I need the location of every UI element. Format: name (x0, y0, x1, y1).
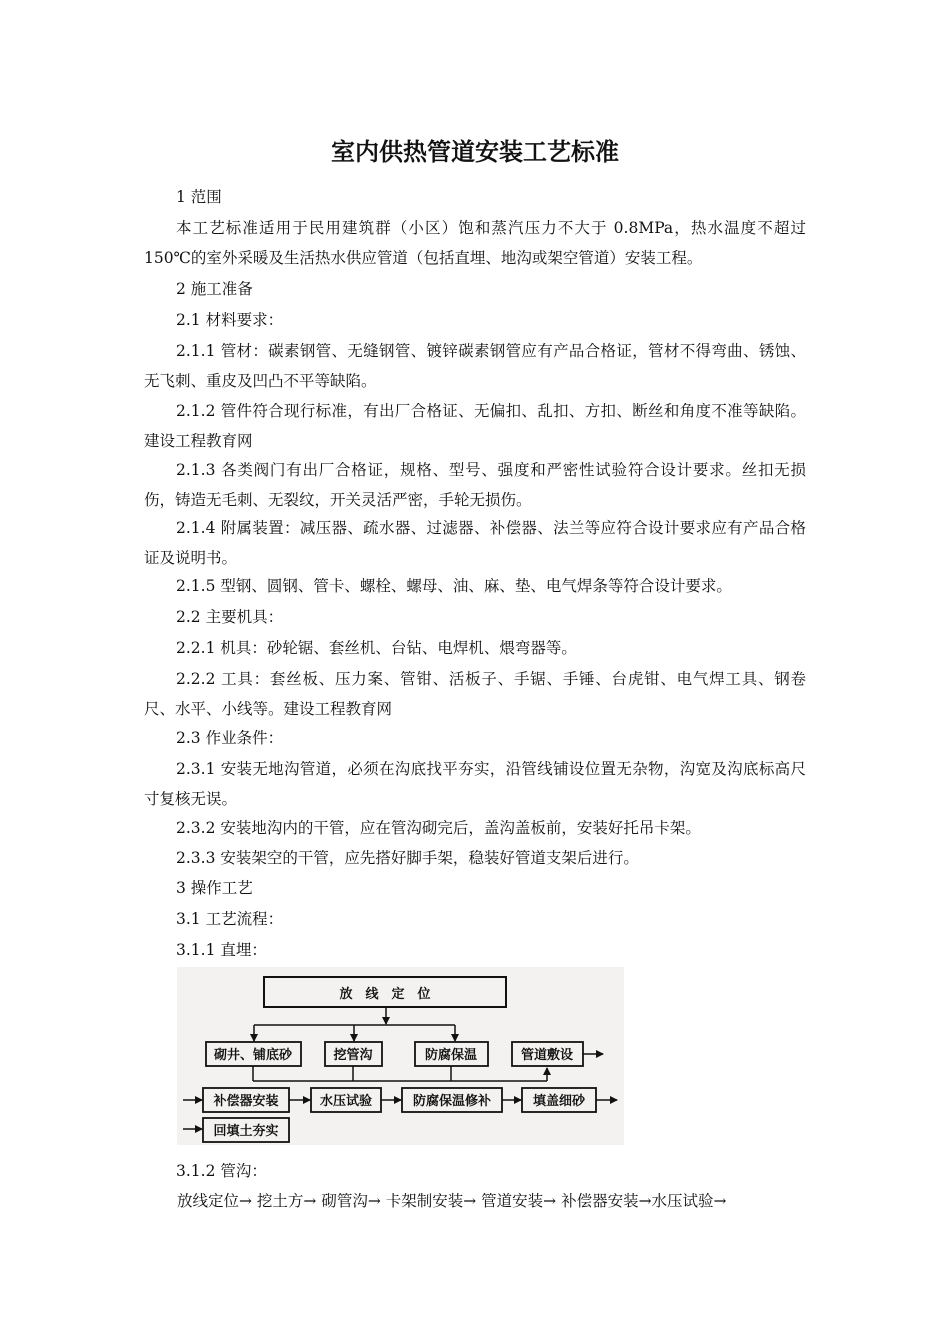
flow-box-row2-4-label: 填盖细砂 (532, 1094, 586, 1109)
paragraph-2-3-2: 2.3.2 安装地沟内的干管，应在管沟砌完后，盖沟盖板前，安装好托吊卡架。 (176, 819, 701, 837)
flow-box-top-label: 放 线 定 位 (339, 987, 431, 1002)
paragraph-2-1-2: 2.1.2 管件符合现行标准，有出厂合格证、无偏扣、乱扣、方扣、断丝和角度不准等缺陷。建设工程教育网 (144, 402, 806, 450)
heading-conditions: 2.3 作业条件： (176, 729, 284, 747)
direct-burial-flowchart (177, 967, 624, 1145)
paragraph-2-1-1: 2.1.1 管材：碳素钢管、无缝钢管、镀锌碳素钢管应有产品合格证，管材不得弯曲、锈蚀、无飞刺、重皮及凹凸不平等缺陷。 (144, 342, 806, 390)
paragraph-2-2-2: 2.2.2 工具：套丝板、压力案、管钳、活板子、手锯、手锤、台虎钳、电气焊工具、钢卷尺、水平、小线等。建设工程教育网 (144, 670, 806, 718)
flow-box-row1-3-label: 防腐保温 (424, 1048, 478, 1063)
paragraph-2-1-3: 2.1.3 各类阀门有出厂合格证，规格、型号、强度和严密性试验符合设计要求。丝扣无损伤，铸造无毛刺、无裂纹，开关灵活严密，手轮无损伤。 (144, 461, 806, 509)
heading-operation: 3 操作工艺 (176, 879, 253, 897)
paragraph-scope: 本工艺标准适用于民用建筑群（小区）饱和蒸汽压力不大于 0.8MPa，热水温度不超过 150℃的室外采暖及生活热水供应管道（包括直埋、地沟或架空管道）安装工程。 (144, 219, 806, 267)
paragraph-2-1-5: 2.1.5 型钢、圆钢、管卡、螺栓、螺母、油、麻、垫、电气焊条等符合设计要求。 (176, 577, 732, 595)
flow-box-row1-1-label: 砌井、铺底砂 (213, 1048, 293, 1063)
heading-tools: 2.2 主要机具： (176, 608, 284, 626)
paragraph-2-1-4: 2.1.4 附属装置：减压器、疏水器、过滤器、补偿器、法兰等应符合设计要求应有产品合格证及说明书。 (144, 519, 806, 567)
paragraph-2-3-1: 2.3.1 安装无地沟管道，必须在沟底找平夯实，沿管线铺设位置无杂物，沟宽及沟底标高尺寸复核无误。 (144, 760, 806, 808)
heading-materials: 2.1 材料要求： (176, 311, 284, 329)
flow-box-row1-2-label: 挖管沟 (333, 1048, 373, 1063)
flow-box-row2-3-label: 防腐保温修补 (412, 1094, 492, 1109)
flow-box-row1-4-label: 管道敷设 (520, 1048, 574, 1063)
paragraph-2-2-1: 2.2.1 机具：砂轮锯、套丝机、台钻、电焊机、煨弯器等。 (176, 639, 577, 657)
heading-preparation: 2 施工准备 (176, 280, 253, 298)
heading-direct-burial: 3.1.1 直埋： (176, 941, 267, 959)
heading-scope: 1 范围 (176, 188, 222, 206)
flow-box-row2-2-label: 水压试验 (319, 1094, 373, 1109)
document-title: 室内供热管道安装工艺标准 (331, 138, 619, 166)
flow-box-row2-1-label: 补偿器安装 (213, 1094, 279, 1109)
heading-process-flow: 3.1 工艺流程： (176, 910, 284, 928)
flow-box-row3-1-label: 回填土夯实 (213, 1124, 279, 1139)
heading-trench: 3.1.2 管沟： (176, 1162, 267, 1180)
trench-process-flow: 放线定位→ 挖土方→ 砌管沟→ 卡架制安装→ 管道安装→ 补偿器安装→水压试验→ (177, 1192, 727, 1210)
paragraph-2-3-3: 2.3.3 安装架空的干管，应先搭好脚手架，稳装好管道支架后进行。 (176, 849, 639, 867)
